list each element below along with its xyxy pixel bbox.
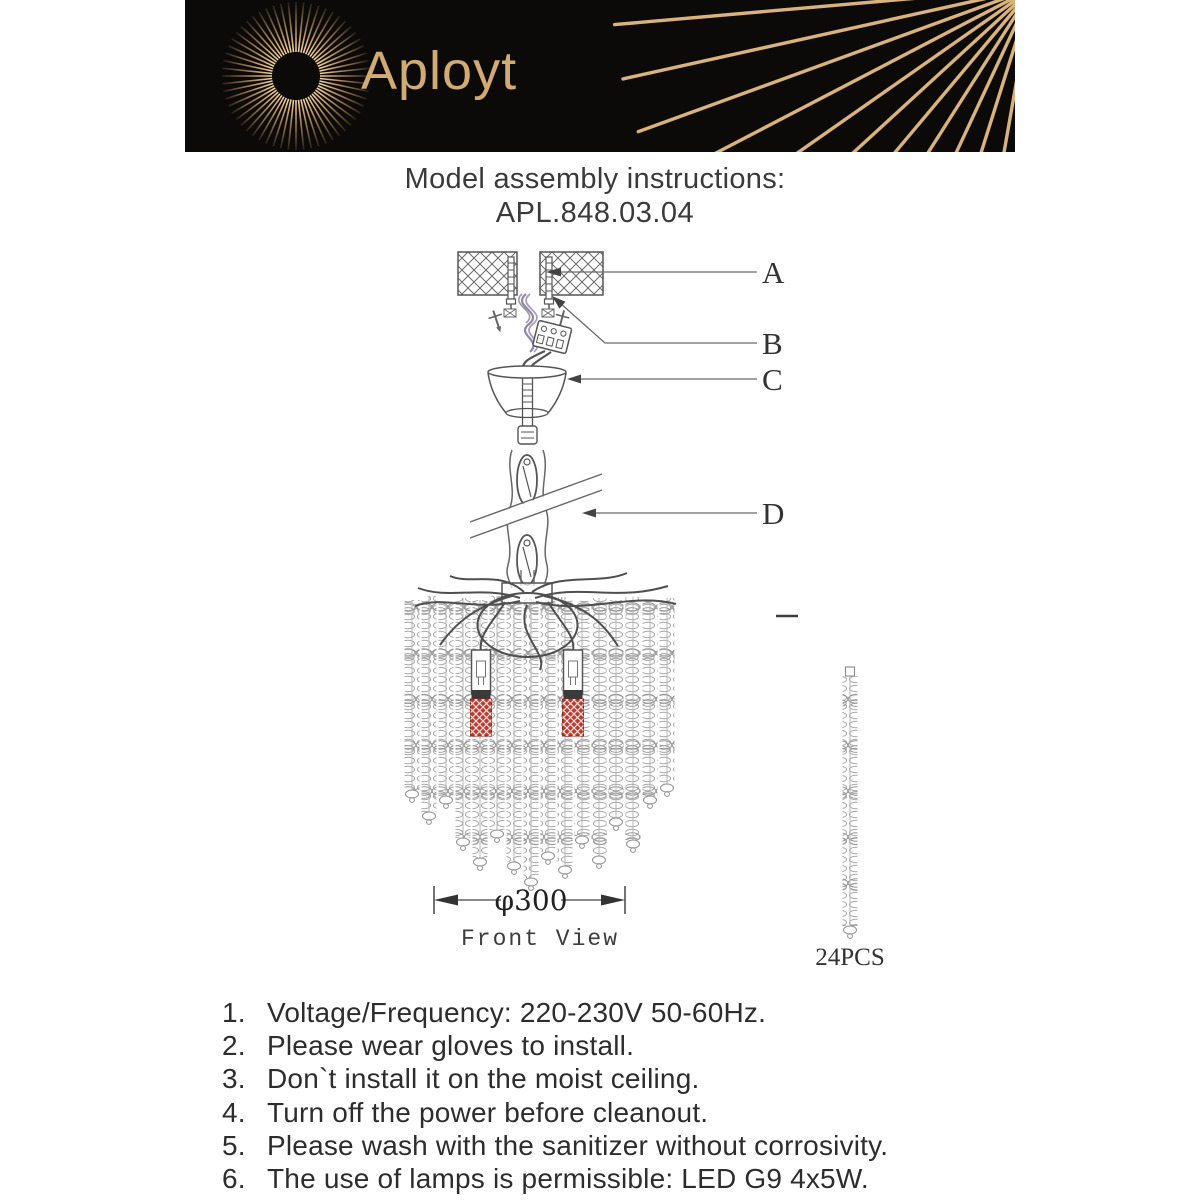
dimension-value: φ300 <box>494 884 568 917</box>
break-line-drawing <box>470 474 602 538</box>
spare-strand-drawing <box>776 616 858 938</box>
screw-plug-icon <box>487 308 516 334</box>
part-callouts <box>546 268 757 518</box>
part-label-c: C <box>762 362 783 397</box>
brand-logo-starburst-icon <box>222 2 370 150</box>
instruction-item: 4. Turn off the power before cleanout. <box>222 1096 709 1128</box>
instruction-list <box>222 996 888 1195</box>
instruction-item: 5. Please wash with the sanitizer without corrosivity. <box>222 1129 889 1161</box>
brand-logo-text: Aployt <box>361 41 518 101</box>
assembly-diagram <box>180 240 1020 975</box>
brand-banner <box>185 0 1015 152</box>
anchor-bolt-icon <box>545 257 554 309</box>
part-label-a: A <box>762 255 785 290</box>
view-caption: Front View <box>460 926 620 952</box>
chandelier-body-drawing <box>405 573 677 890</box>
anchor-bolt-icon <box>507 257 516 309</box>
model-number: APL.848.03.04 <box>495 197 695 229</box>
banner-corner-rays-icon <box>615 0 1015 152</box>
part-label-d: D <box>762 496 785 531</box>
title-block <box>0 162 1190 230</box>
strand-quantity: 24PCS <box>815 944 885 971</box>
lamp-socket-icon <box>563 650 584 736</box>
instruction-item: 6. The use of lamps is permissible: LED G9 4x5W. <box>222 1163 869 1195</box>
instruction-item: 1. Voltage/Frequency: 220-230V 50-60Hz. <box>222 997 767 1028</box>
part-label-b: B <box>762 326 783 361</box>
instruction-item: 2. Please wear gloves to install. <box>222 1030 635 1062</box>
banner-decoration <box>185 0 1015 152</box>
page-title: Model assembly instructions: <box>404 163 786 195</box>
instruction-item: 3. Don`t install it on the moist ceiling. <box>222 1063 700 1095</box>
lamp-socket-icon <box>471 650 492 736</box>
crystal-strands <box>405 596 675 890</box>
canopy-drawing <box>488 366 566 444</box>
